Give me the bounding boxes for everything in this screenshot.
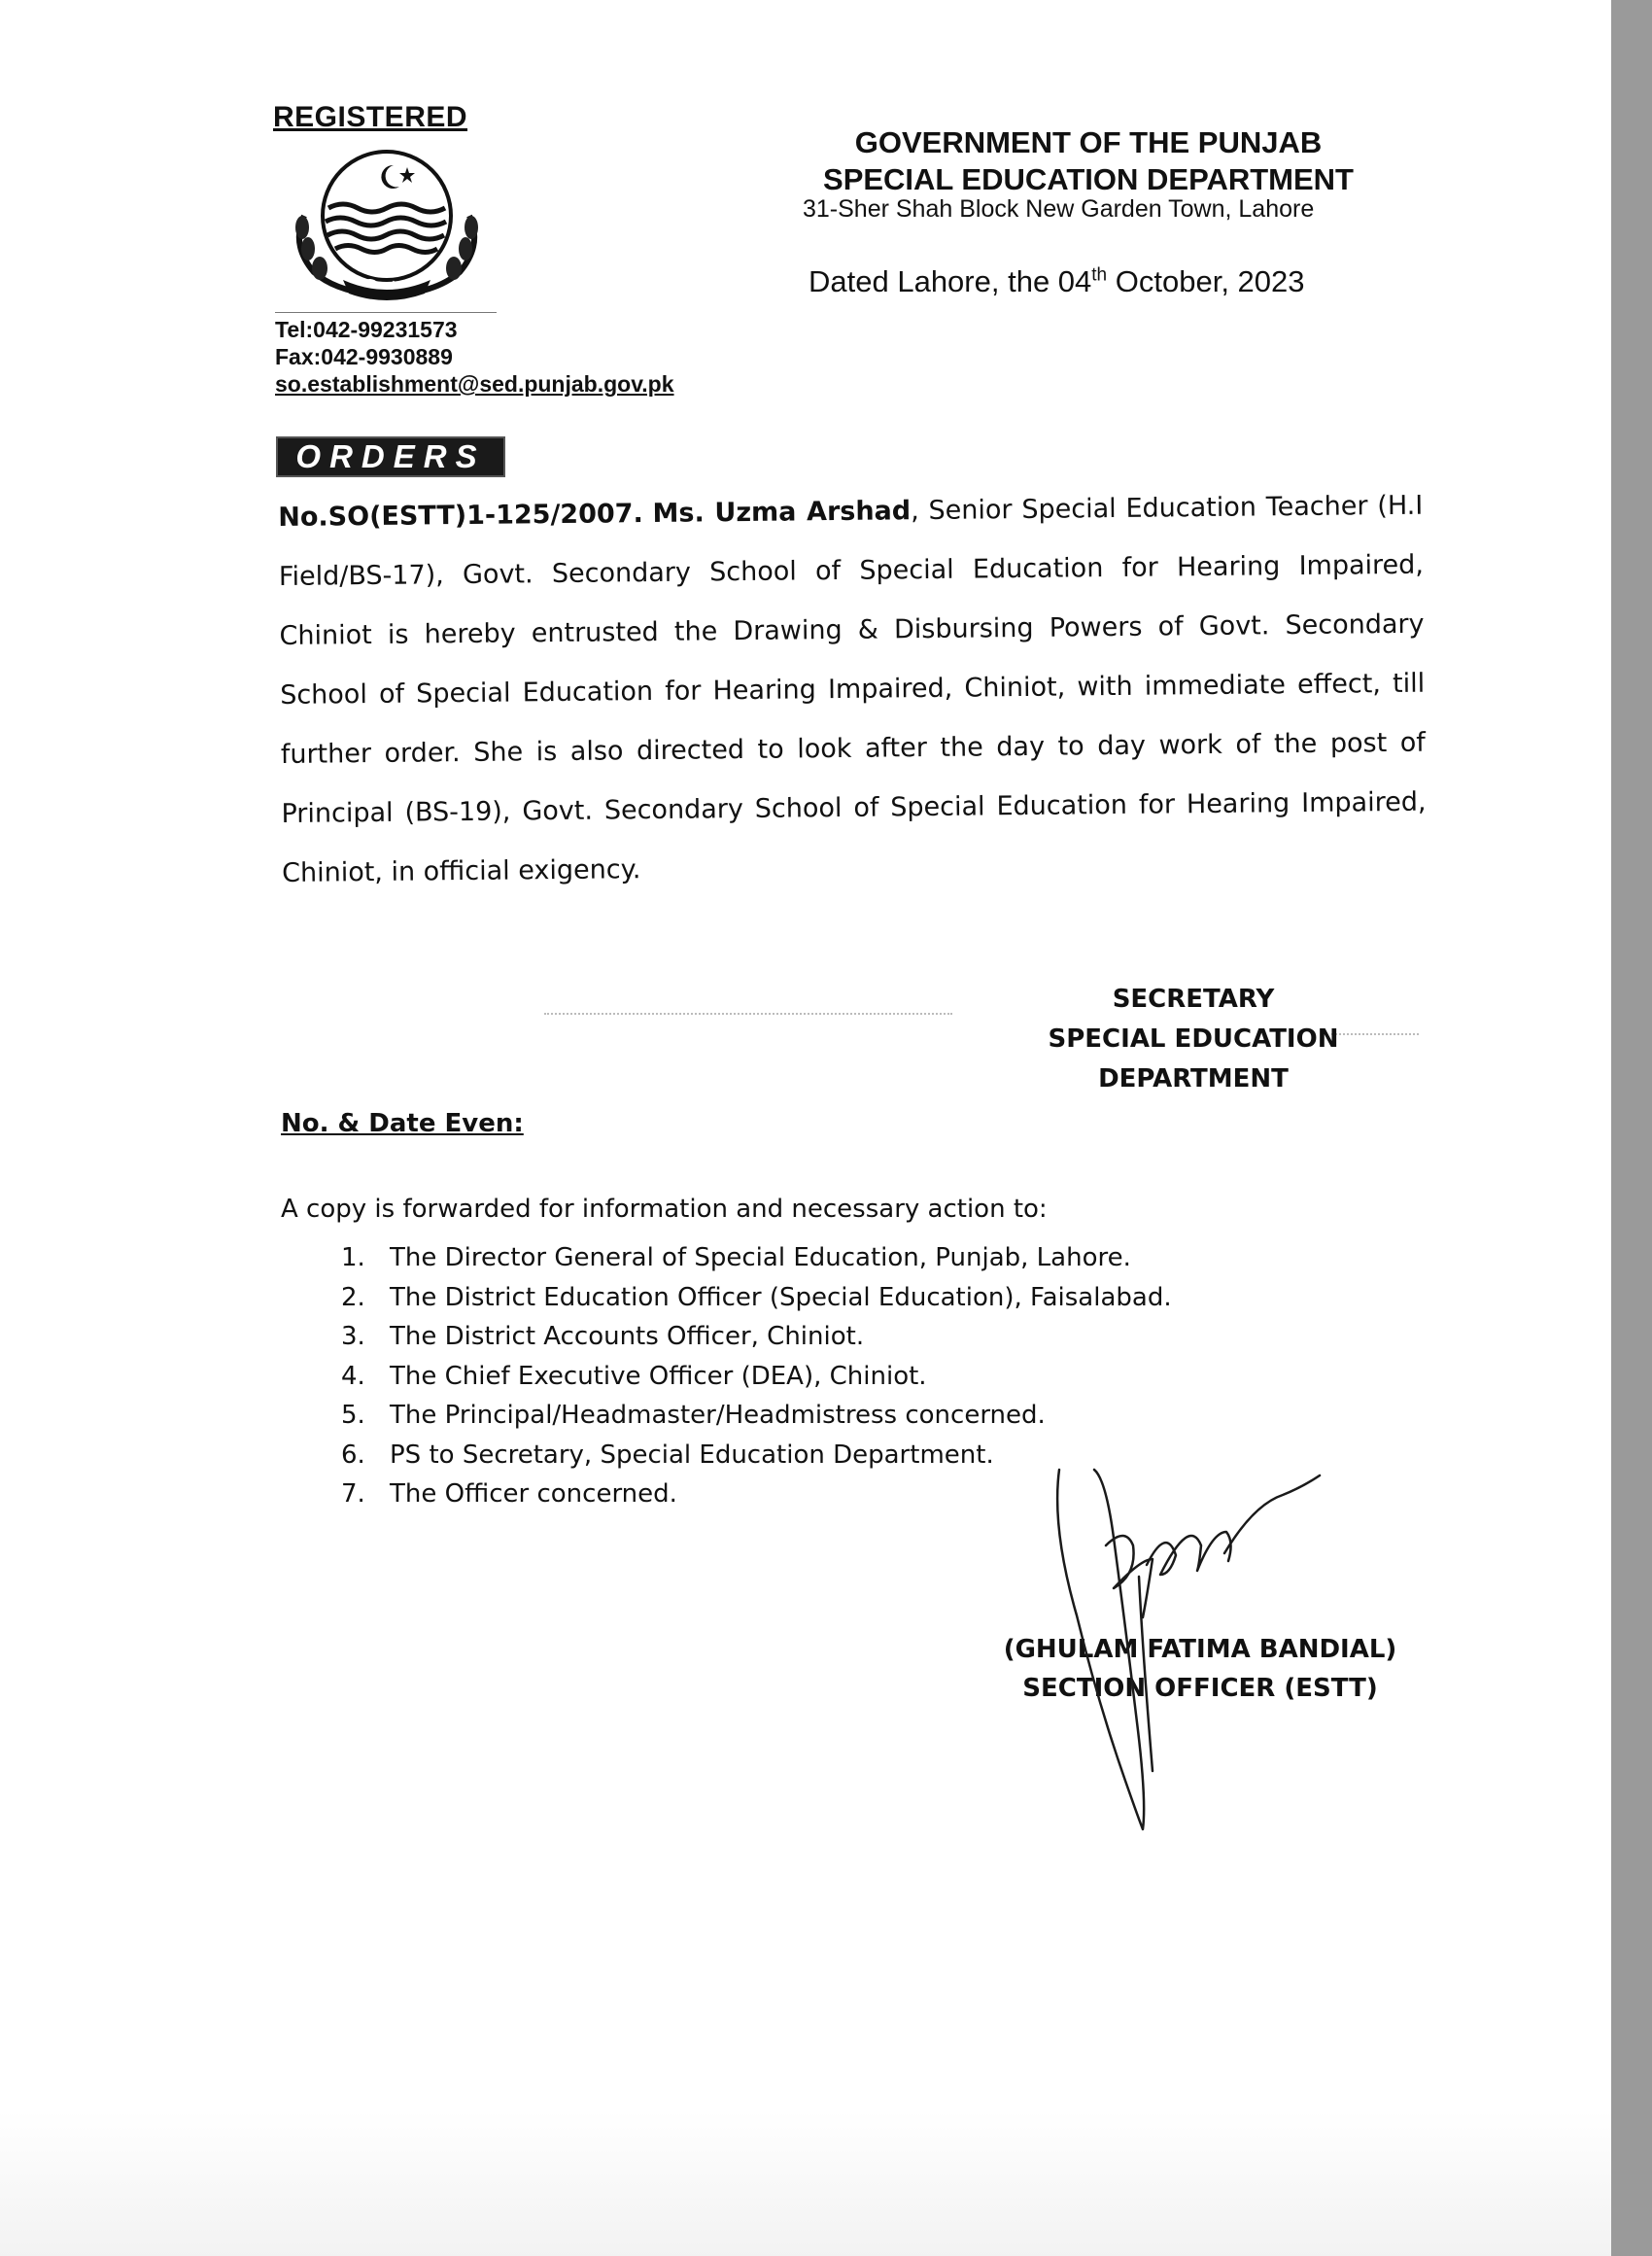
department-name: SPECIAL EDUCATION DEPARTMENT xyxy=(823,162,1354,196)
government-name: GOVERNMENT OF THE PUNJAB xyxy=(854,125,1323,159)
registered-stamp: REGISTERED xyxy=(273,101,468,133)
signatory-name: (GHULAM FATIMA BANDIAL) xyxy=(1003,1635,1397,1664)
list-item: 2. The District Education Officer (Special Education), Faisalabad. xyxy=(341,1282,1172,1312)
email-address[interactable]: so.establishment@sed.punjab.gov.pk xyxy=(275,371,674,397)
secretary-department-suffix: DEPARTMENT xyxy=(1098,1064,1289,1093)
order-body-text: , Senior Special Education Teacher (H.I Field/BS-17), Govt. Secondary School of Special Education for Hearing Impaired, Chiniot is hereby entrusted the Drawing & Disbursing Powers of Govt. Secondary School of Special Education for Hearing Impaired, Chiniot, with immediate effect, till further order. She is also directed to look after the day to day work of the post of Principal (BS-19), Govt. Secondary School of Special Education for Hearing Impaired, Chiniot, in official exigency. xyxy=(278,490,1427,888)
officer-name: Ms. Uzma Arshad xyxy=(652,496,912,529)
order-text xyxy=(278,476,1427,903)
orders-heading: ORDERS xyxy=(276,436,505,477)
secretary-title: SECRETARY xyxy=(1112,985,1275,1014)
fax-number: Fax:042-9930889 xyxy=(275,344,453,369)
copy-forwarded-text: A copy is forwarded for information and necessary action to: xyxy=(281,1195,1048,1224)
recipient-list xyxy=(341,1238,1172,1514)
list-item: 1. The Director General of Special Education, Punjab, Lahore. xyxy=(341,1243,1131,1272)
list-item: 6. PS to Secretary, Special Education Department. xyxy=(341,1440,994,1470)
order-number: No.SO(ESTT)1-125/2007. xyxy=(278,499,643,533)
secretary-department: SPECIAL EDUCATION xyxy=(1048,1024,1339,1054)
letterhead-title xyxy=(777,124,1399,198)
list-item: 4. The Chief Executive Officer (DEA), Chiniot. xyxy=(341,1361,927,1391)
punjab-government-emblem-icon xyxy=(285,148,489,305)
telephone-number: Tel:042-99231573 xyxy=(275,317,458,342)
signatory-designation: SECTION OFFICER (ESTT) xyxy=(1022,1674,1378,1703)
list-item: 5. The Principal/Headmaster/Headmistress concerned. xyxy=(341,1401,1046,1430)
order-date: Dated Lahore, the 04th October, 2023 xyxy=(809,264,1305,298)
list-item: 3. The District Accounts Officer, Chiniot. xyxy=(341,1322,865,1351)
scan-noise xyxy=(544,1013,952,1015)
list-item: 7. The Officer concerned. xyxy=(341,1479,677,1509)
department-address: 31-Sher Shah Block New Garden Town, Lahore xyxy=(803,195,1315,223)
handwritten-signature-icon xyxy=(1050,1458,1331,1837)
secretary-block xyxy=(1038,980,1349,1099)
letterhead-rule xyxy=(275,312,497,313)
contact-block xyxy=(275,316,674,398)
date-even-heading: No. & Date Even: xyxy=(281,1109,524,1138)
